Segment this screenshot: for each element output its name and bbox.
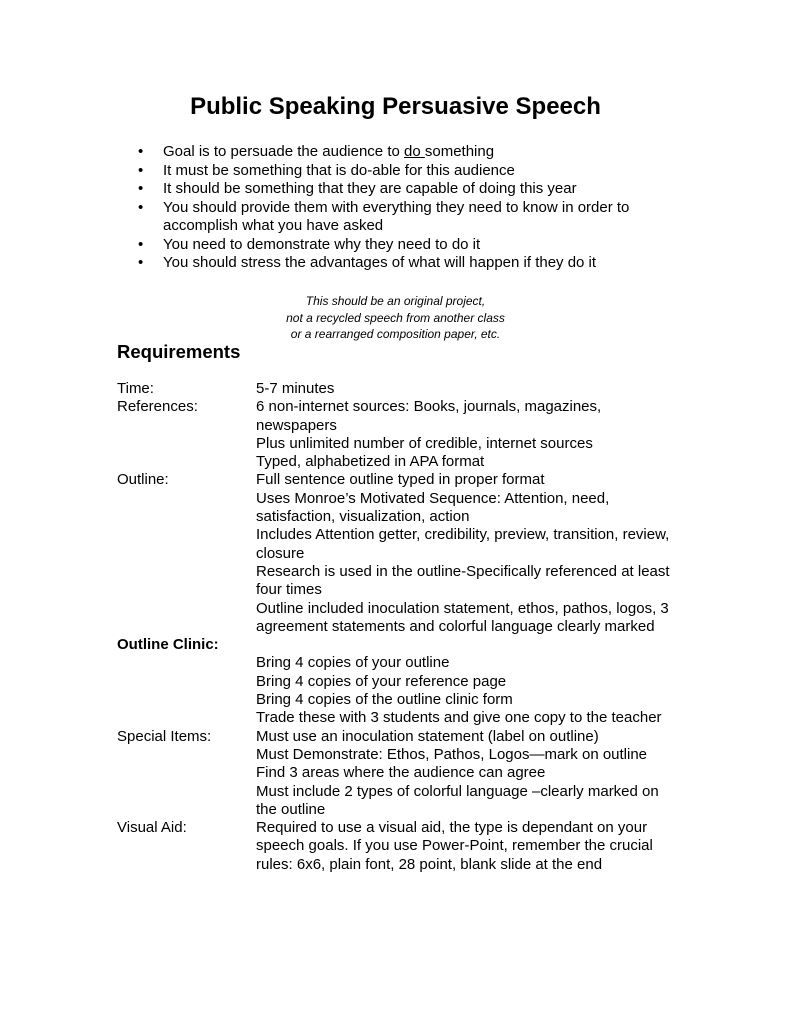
requirement-label: Time:	[117, 380, 154, 397]
requirement-row-references	[117, 398, 687, 471]
requirement-row-special-items	[117, 728, 687, 819]
requirement-value: 5-7 minutes	[256, 380, 335, 397]
bullet-icon: •	[138, 143, 144, 160]
requirement-value: Must Demonstrate: Ethos, Pathos, Logos—mark on outline	[256, 745, 648, 763]
requirement-value: Includes Attention getter, credibility, preview, transition, review, closure	[256, 526, 670, 562]
bullet-list	[138, 143, 698, 273]
bullet-icon: •	[138, 180, 144, 197]
requirement-value: Bring 4 copies of the outline clinic form	[256, 691, 513, 709]
requirement-value: Outline included inoculation statement, ethos, pathos, logos, 3 agreement statements and colorful language clearly marked	[256, 599, 669, 635]
bullet-icon: •	[138, 254, 144, 271]
requirements-heading: Requirements	[117, 341, 241, 362]
requirement-label: Special Items:	[117, 727, 212, 745]
note-line: This should be an original project,	[305, 294, 486, 308]
note-line: or a rearranged composition paper, etc.	[290, 327, 501, 341]
requirement-row-time	[117, 380, 687, 398]
requirement-values	[256, 636, 681, 727]
requirement-label: References:	[117, 398, 198, 416]
requirement-value: Trade these with 3 students and give one copy to the teacher	[256, 709, 662, 727]
requirement-label: Outline Clinic:	[117, 636, 219, 654]
requirement-label: Outline:	[117, 471, 169, 489]
bullet-text: It should be something that they are capable of doing this year	[163, 180, 577, 197]
requirement-values	[256, 380, 681, 398]
requirement-values	[256, 471, 681, 636]
originality-note	[0, 293, 791, 343]
requirement-value: Must use an inoculation statement (label on outline)	[256, 727, 599, 745]
requirement-values	[256, 819, 681, 874]
bullet-text: You need to demonstrate why they need to do it	[163, 235, 481, 253]
bullet-text: It must be something that is do-able for this audience	[163, 161, 515, 179]
requirement-value: Required to use a visual aid, the type is dependant on your speech goals. If you use Power-Point, remember the crucial rules: 6x6, plain font, 28 point, blank slide at the end	[256, 819, 653, 873]
list-item	[138, 143, 698, 162]
note-line: not a recycled speech from another class	[286, 310, 505, 325]
requirement-value: Bring 4 copies of your reference page	[256, 672, 507, 690]
requirement-label: Visual Aid:	[117, 819, 187, 837]
requirements-table	[117, 380, 687, 874]
bullet-icon: •	[138, 161, 144, 179]
requirement-values	[256, 728, 681, 819]
requirement-value: Plus unlimited number of credible, internet sources	[256, 434, 593, 452]
bullet-text: You should provide them with everything they need to know in order to accomplish what you have asked	[163, 198, 630, 234]
bullet-text-underlined: do	[404, 143, 425, 160]
requirement-values	[256, 398, 681, 471]
list-item	[138, 236, 698, 255]
list-item	[138, 162, 698, 181]
requirement-value: Typed, alphabetized in APA format	[256, 453, 485, 471]
bullet-icon: •	[138, 235, 144, 253]
bullet-text: Goal is to persuade the audience to	[163, 143, 404, 160]
bullet-text: something	[424, 143, 495, 160]
requirement-value: 6 non-internet sources: Books, journals, magazines, newspapers	[256, 398, 602, 434]
requirement-row-outline-clinic	[117, 636, 687, 727]
bullet-text: You should stress the advantages of what will happen if they do it	[163, 254, 597, 271]
requirement-value: Uses Monroe’s Motivated Sequence: Attention, need, satisfaction, visualization, action	[256, 489, 610, 526]
list-item	[138, 254, 698, 273]
requirement-value: Research is used in the outline-Specifically referenced at least four times	[256, 562, 670, 599]
requirement-value: Must include 2 types of colorful language –clearly marked on the outline	[256, 782, 659, 818]
list-item	[138, 199, 698, 236]
requirement-value: Bring 4 copies of your outline	[256, 654, 450, 672]
page-title: Public Speaking Persuasive Speech	[190, 93, 601, 120]
requirement-value: Full sentence outline typed in proper format	[256, 471, 545, 489]
requirement-row-visual-aid	[117, 819, 687, 874]
bullet-icon: •	[138, 198, 144, 216]
requirement-value: Find 3 areas where the audience can agree	[256, 764, 546, 782]
list-item	[138, 180, 698, 199]
requirement-row-outline	[117, 471, 687, 636]
